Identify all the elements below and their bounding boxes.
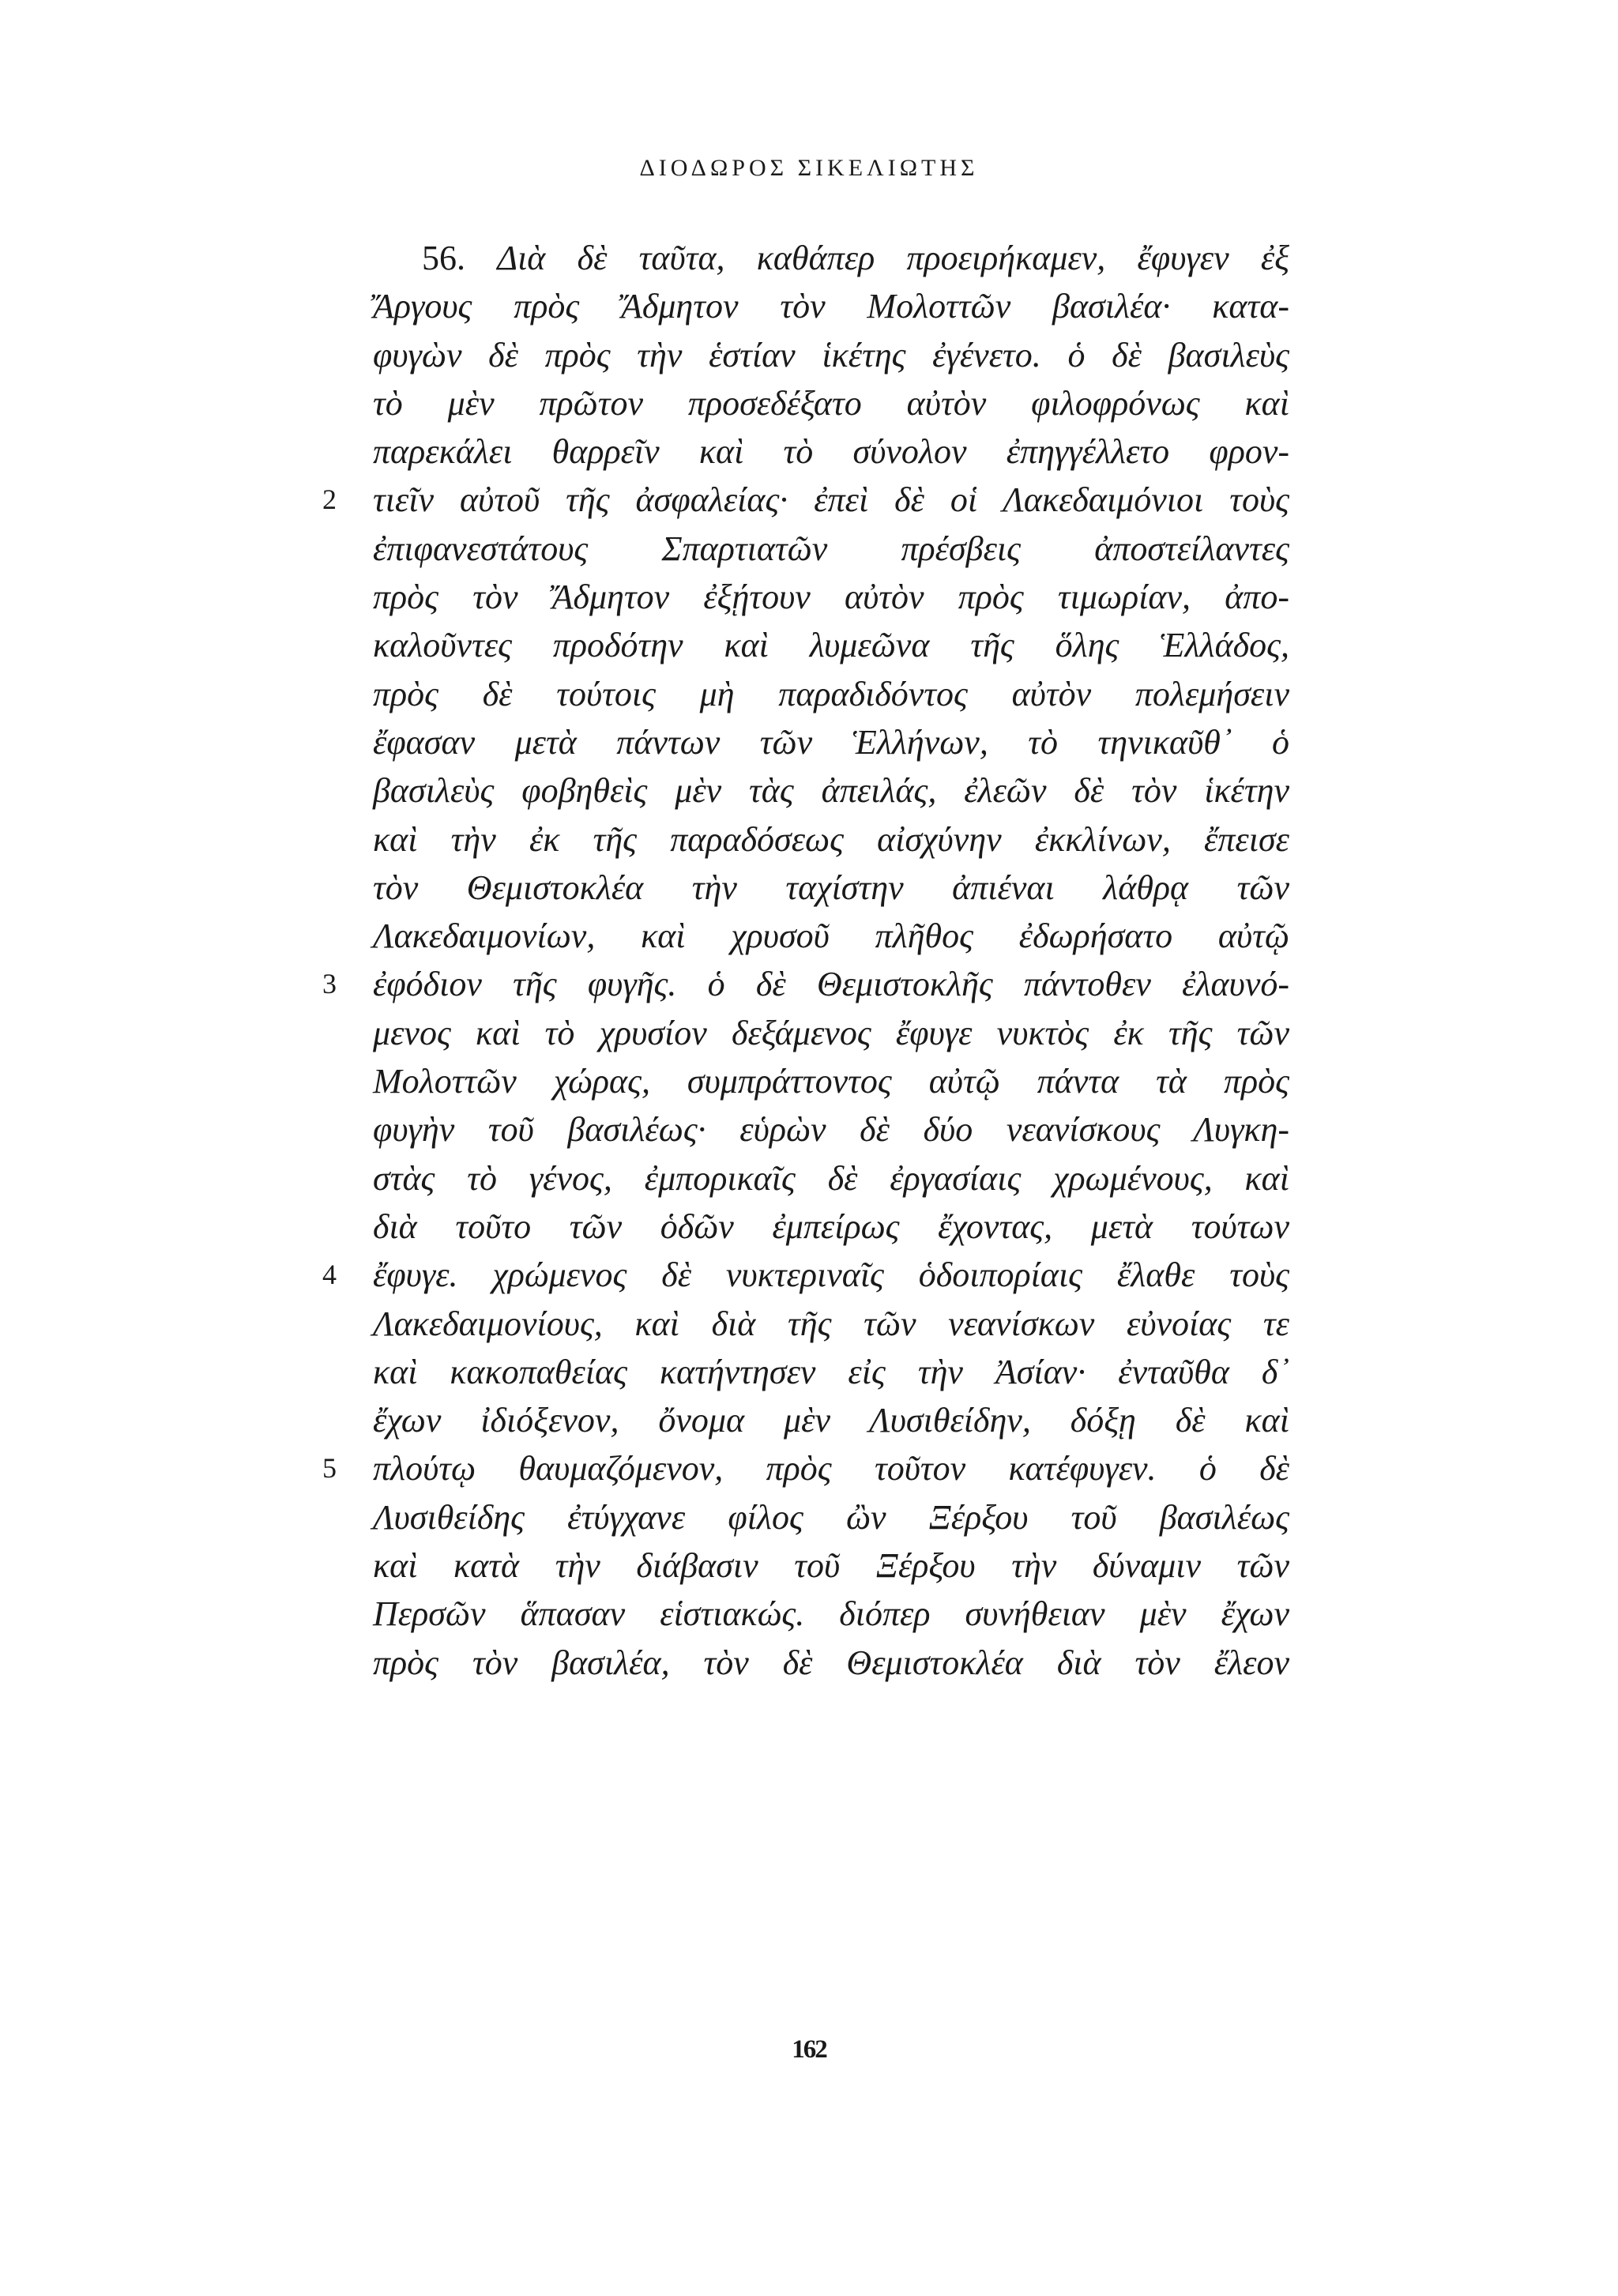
running-head: ΔΙΟΔΩΡΟΣ ΣΙΚΕΛΙΩΤΗΣ [639, 155, 979, 181]
main-text-block [322, 234, 1290, 1687]
section-marker: 5 [322, 1452, 337, 1485]
text-line [373, 1639, 1289, 1687]
text-line [373, 1203, 1289, 1251]
line-text: ἔφασαν μετὰ πάντων τῶν Ἑλλήνων, τὸ τηνικαῦθ᾽ ὁ [373, 722, 1289, 762]
line-text: Μολοττῶν χώρας, συμπράττοντος αὐτῷ πάντα τὰ πρὸς [373, 1062, 1289, 1101]
line-text: μενος καὶ τὸ χρυσίον δεξάμενος ἔφυγε νυκτὸς ἐκ τῆς τῶν [373, 1013, 1289, 1052]
text-line [373, 815, 1289, 864]
chapter-number: 56. [422, 239, 498, 277]
text-line [373, 1590, 1289, 1638]
line-text: καὶ τὴν ἐκ τῆς παραδόσεως αἰσχύνην ἐκκλίνων, ἔπεισε [373, 819, 1289, 859]
section-marker: 4 [322, 1259, 337, 1291]
line-text: ἐπιφανεστάτους Σπαρτιατῶν πρέσβεις ἀποστείλαντες [373, 529, 1289, 568]
text-line [373, 1009, 1289, 1057]
line-text: τὸ μὲν πρῶτον προσεδέξατο αὐτὸν φιλοφρόνως καὶ [373, 383, 1289, 423]
text-line [373, 282, 1289, 330]
section-marker: 3 [322, 968, 337, 1000]
text-line [373, 1396, 1289, 1444]
text-line [322, 476, 1289, 524]
text-line [373, 234, 1289, 282]
text-line [373, 670, 1289, 718]
text-line [373, 1541, 1289, 1590]
line-text: πρὸς τὸν Ἄδμητον ἐξῄτουν αὐτὸν πρὸς τιμωρίαν, ἀπο- [373, 578, 1289, 617]
text-line [373, 331, 1289, 379]
line-text: Λυσιθείδης ἐτύγχανε φίλος ὢν Ξέρξου τοῦ βασιλέως [373, 1497, 1289, 1537]
line-text: τιεῖν αὐτοῦ τῆς ἀσφαλείας· ἐπεὶ δὲ οἱ Λακεδαιμόνιοι τοὺς [373, 480, 1289, 520]
page-number: 162 [792, 2035, 826, 2064]
text-line [373, 1057, 1289, 1105]
text-line [373, 1348, 1289, 1396]
text-line [373, 573, 1289, 621]
line-text: στὰς τὸ γένος, ἐμπορικαῖς δὲ ἐργασίαις χρωμένους, καὶ [373, 1158, 1289, 1198]
line-text: ἔφυγε. χρώμενος δὲ νυκτεριναῖς ὁδοιπορίαις ἔλαθε τοὺς [373, 1255, 1289, 1295]
line-text: παρεκάλει θαρρεῖν καὶ τὸ σύνολον ἐπηγγέλλετο φρον- [373, 432, 1289, 472]
text-line [373, 379, 1289, 427]
text-line [373, 718, 1289, 766]
line-text: ἐφόδιον τῆς φυγῆς. ὁ δὲ Θεμιστοκλῆς πάντοθεν ἐλαυνό- [373, 965, 1289, 1004]
line-text: Λακεδαιμονίους, καὶ διὰ τῆς τῶν νεανίσκων εὐνοίας τε [373, 1304, 1289, 1343]
text-line [373, 621, 1289, 669]
line-text: φυγὼν δὲ πρὸς τὴν ἑστίαν ἱκέτης ἐγένετο. ὁ δὲ βασιλεὺς [373, 335, 1289, 375]
line-text: καὶ κακοπαθείας κατήντησεν εἰς τὴν Ἀσίαν· ἐνταῦθα δ᾽ [373, 1352, 1289, 1391]
text-line [373, 1300, 1289, 1348]
text-line [322, 960, 1289, 1008]
text-line [373, 427, 1289, 476]
text-line [322, 1251, 1289, 1299]
text-line [373, 912, 1289, 960]
text-line [373, 525, 1289, 573]
line-text: πλούτῳ θαυμαζόμενον, πρὸς τοῦτον κατέφυγεν. ὁ δὲ [373, 1449, 1289, 1489]
line-text: καλοῦντες προδότην καὶ λυμεῶνα τῆς ὅλης Ἑλλάδος, [373, 626, 1289, 665]
section-marker: 2 [322, 484, 337, 516]
line-text: Ἄργους πρὸς Ἄδμητον τὸν Μολοττῶν βασιλέα· κατα- [373, 287, 1289, 326]
line-text: πρὸς δὲ τούτοις μὴ παραδιδόντος αὐτὸν πολεμήσειν [373, 674, 1289, 713]
line-text: βασιλεὺς φοβηθεὶς μὲν τὰς ἀπειλάς, ἐλεῶν δὲ τὸν ἱκέτην [373, 771, 1289, 811]
line-text: διὰ τοῦτο τῶν ὁδῶν ἐμπείρως ἔχοντας, μετὰ τούτων [373, 1206, 1289, 1246]
text-line [322, 1444, 1289, 1492]
line-text: φυγὴν τοῦ βασιλέως· εὑρὼν δὲ δύο νεανίσκους Λυγκη- [373, 1110, 1289, 1150]
line-text: τὸν Θεμιστοκλέα τὴν ταχίστην ἀπιέναι λάθρᾳ τῶν [373, 868, 1289, 907]
line-text: Λακεδαιμονίων, καὶ χρυσοῦ πλῆθος ἐδωρήσατο αὐτῷ [373, 917, 1289, 956]
line-text: καὶ κατὰ τὴν διάβασιν τοῦ Ξέρξου τὴν δύναμιν τῶν [373, 1546, 1289, 1586]
line-text: ἔχων ἰδιόξενον, ὄνομα μὲν Λυσιθείδην, δόξῃ δὲ καὶ [373, 1401, 1289, 1440]
line-text: πρὸς τὸν βασιλέα, τὸν δὲ Θεμιστοκλέα διὰ τὸν ἔλεον [373, 1643, 1289, 1682]
text-line [373, 766, 1289, 815]
text-line [373, 864, 1289, 912]
line-text: Διὰ δὲ ταῦτα, καθάπερ προειρήκαμεν, ἔφυγεν ἐξ [497, 239, 1290, 277]
line-text: Περσῶν ἅπασαν εἱστιακώς. διόπερ συνήθειαν μὲν ἔχων [373, 1594, 1289, 1634]
text-line [373, 1493, 1289, 1541]
text-line [373, 1154, 1289, 1203]
text-line [373, 1105, 1289, 1154]
